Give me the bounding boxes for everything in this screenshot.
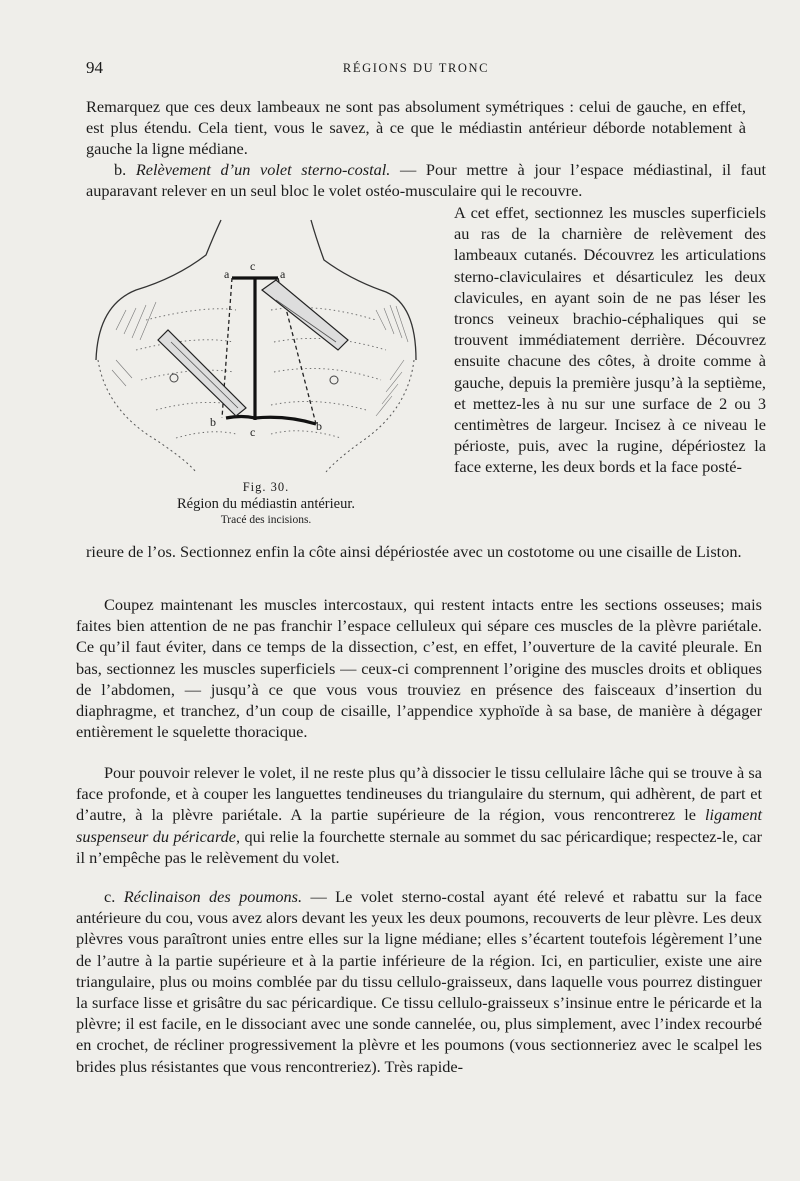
paragraph-continuation: rieure de l’os. Sectionnez enfin la côte ainsi dépériostée avec un costotome ou une cisaille de Liston.	[86, 542, 742, 561]
figure-subtitle: Tracé des incisions.	[220, 514, 312, 526]
scalpel-right-icon	[262, 280, 348, 350]
page-header	[86, 58, 746, 82]
figure-label-b-right: b	[316, 419, 322, 433]
section-title-reclinaison: Réclinaison des poumons.	[123, 887, 303, 906]
figure-label-b-left: b	[210, 415, 216, 429]
paragraph-volet-intro	[86, 159, 766, 201]
paragraph-symmetry: Remarquez que ces deux lambeaux ne sont pas absolument symétriques : celui de gauche, en effet, est plus étendu. Cela tient, vous le savez, à ce que le médiastin antérieur déborde notablement à gauche la ligne médiane.	[86, 97, 746, 159]
section-label-b: b.	[114, 160, 127, 179]
page-number: 94	[86, 58, 103, 77]
figure-label-a-right: a	[280, 267, 286, 281]
figure-label-c-top: c	[250, 259, 256, 273]
paragraph-intercostaux: Coupez maintenant les muscles intercostaux, qui restent intacts entre les sections osseuses; mais faites bien attention de ne pas franchir l’espace celluleux qui sépare ces muscles de la plèvre pariétale. Ce qu’il faut éviter, dans ce temps de la dissection, c’est, en effet, l’ouverture de la cavité pleurale. En bas, sectionnez les muscles superficiels — ceux-ci comprennent l’origine des muscles droits et obliques de l’abdomen, — jusqu’à ce que vous vous trouviez en présence des faisceaux d’insertion du diaphragme, et tranchez, d’un coup de cisaille, l’appendice xyphoïde à sa base, de manière à dégager entièrement le squelette thoracique.	[76, 595, 762, 742]
figure-title: Région du médiastin antérieur.	[177, 496, 355, 512]
paragraph-volet-text: — Pour mettre à jour l’espace médiastinal, il faut auparavant relever en un seul bloc le volet ostéo-musculaire qui le recouvre.	[86, 160, 766, 201]
paragraph-right-column: A cet effet, sectionnez les muscles superficiels au ras de la charnière de relèvement des lambeaux cutanés. Découvrez les articulations sterno-claviculaires et désarticulez les deux clavicules, en ayant soin de ne pas léser les troncs veineux brachio-céphaliques qui se trouvent immédiatement derrière. Découvrez ensuite chacune des côtes, à droite comme à gauche, depuis la première jusqu’à la septième, et mettez-les à nu sur une surface de 2 ou 3 centimètres de largeur. Incisez à ce niveau le périoste, puis, avec la rugine, dépériostez la face externe, les deux bords et la face posté-	[454, 203, 766, 477]
paragraph-relever-b: , qui relie la fourchette sternale au sommet du sac péricardique; respectez-le, car il n’empêche pas le relèvement du volet.	[76, 826, 762, 867]
figure-label-a-left: a	[224, 267, 230, 281]
paragraph-reclinaison-text: — Le volet sterno-costal ayant été relevé et rabattu sur la face antérieure du cou, vous avez alors devant les yeux les deux poumons, recouverts de leur plèvre. Les deux plèvres vous paraîtront unies entre elles sur la ligne médiane; elles s’écartent toutefois légèrement l’une de l’autre à la partie supérieure et à la partie inférieure de la région. Ici, en particulier, existe une aire triangulaire, plus ou moins comblée par du tissu cellulo-graisseux, dans laquelle vous pourrez distinguer la surface lisse et grisâtre du sac péricardique. Ce tissu cellulo-graisseux s’insinue entre le péricarde et la plèvre; il est facile, en le dissociant avec une sonde cannelée, ou, plus simplement, avec l’index recourbé en crochet, de récliner progressivement la plèvre et les poumons (vous sectionneriez avec le scalpel les brides plus résistantes que vous rencontreriez). Très rapide-	[76, 887, 763, 1076]
figure-number: Fig. 30.	[242, 480, 290, 494]
figure-30	[86, 210, 446, 540]
section-label-c: c.	[104, 887, 116, 906]
scalpel-left-icon	[158, 330, 246, 416]
paragraph-relever-a: Pour pouvoir relever le volet, il ne reste plus qu’à dissocier le tissu cellulaire lâche qui se trouve à sa face profonde, et à couper les languettes tendineuses du triangulaire du sternum, qui adhèrent, de part et d’autre, à la plèvre pariétale. A la partie supérieure de la région, vous rencontrerez le	[76, 763, 762, 825]
figure-label-c-bottom: c	[250, 425, 256, 439]
ligament-term: ligament suspenseur du péricarde	[76, 805, 762, 846]
paragraph-reclinaison	[76, 886, 762, 1077]
running-head: RÉGIONS DU TRONC	[342, 61, 490, 75]
paragraph-relever-volet	[76, 762, 762, 868]
section-title-releve: Relèvement d’un volet sterno-costal.	[135, 160, 391, 179]
thorax-illustration	[86, 210, 446, 480]
